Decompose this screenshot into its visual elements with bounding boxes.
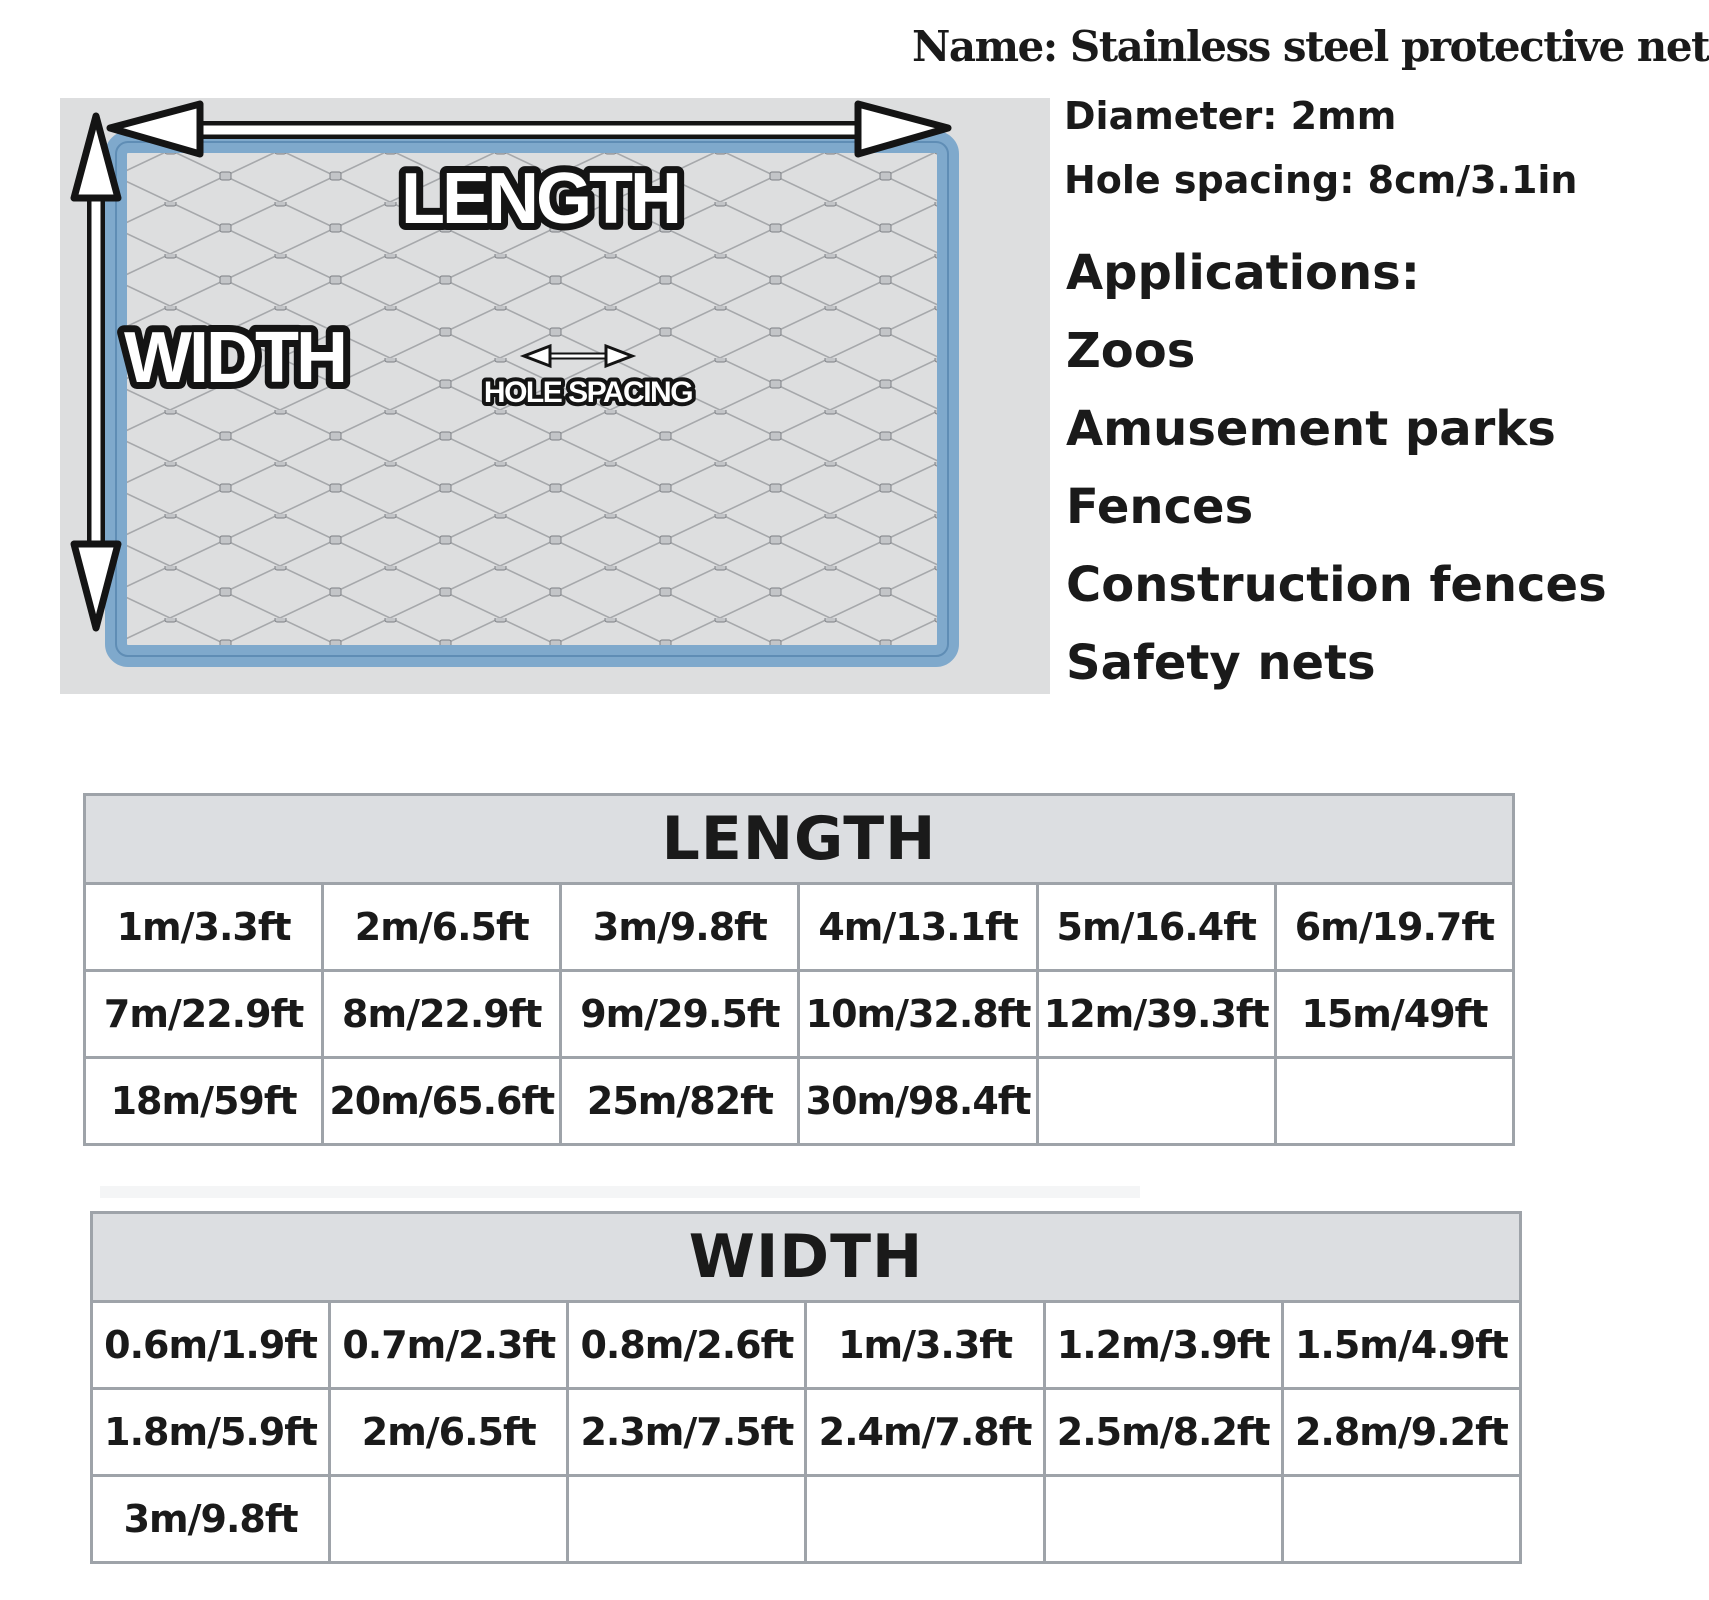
application-item: Safety nets bbox=[1066, 635, 1376, 691]
width-label: WIDTH bbox=[124, 318, 345, 398]
table-cell: 30m/98.4ft bbox=[799, 1058, 1037, 1145]
table-row bbox=[92, 1476, 1521, 1563]
hole-spacing-spec: Hole spacing: 8cm/3.1in bbox=[1064, 158, 1578, 202]
diameter-spec: Diameter: 2mm bbox=[1064, 94, 1397, 138]
table-cell bbox=[1037, 1058, 1275, 1145]
application-item: Zoos bbox=[1066, 323, 1196, 379]
table-cell: 1.5m/4.9ft bbox=[1282, 1302, 1520, 1389]
table-cell: 18m/59ft bbox=[85, 1058, 323, 1145]
table-cell: 1m/3.3ft bbox=[806, 1302, 1044, 1389]
table-row bbox=[92, 1302, 1521, 1389]
application-item: Fences bbox=[1066, 479, 1254, 535]
table-cell: 2m/6.5ft bbox=[323, 884, 561, 971]
table-cell: 3m/9.8ft bbox=[92, 1476, 330, 1563]
width-size-table bbox=[90, 1211, 1522, 1564]
table-cell bbox=[1282, 1476, 1520, 1563]
table-cell: 0.6m/1.9ft bbox=[92, 1302, 330, 1389]
table-cell bbox=[568, 1476, 806, 1563]
table-cell: 9m/29.5ft bbox=[561, 971, 799, 1058]
table-cell: 6m/19.7ft bbox=[1275, 884, 1513, 971]
table-cell: 2.5m/8.2ft bbox=[1044, 1389, 1282, 1476]
length-size-table bbox=[83, 793, 1515, 1146]
table-cell: 8m/22.9ft bbox=[323, 971, 561, 1058]
table-cell: 2.3m/7.5ft bbox=[568, 1389, 806, 1476]
divider bbox=[100, 1186, 1140, 1198]
width-table-header: WIDTH bbox=[92, 1213, 1521, 1302]
table-cell: 1m/3.3ft bbox=[85, 884, 323, 971]
application-item: Construction fences bbox=[1066, 557, 1607, 613]
table-cell: 4m/13.1ft bbox=[799, 884, 1037, 971]
table-cell: 1.2m/3.9ft bbox=[1044, 1302, 1282, 1389]
table-cell: 7m/22.9ft bbox=[85, 971, 323, 1058]
application-item: Amusement parks bbox=[1066, 401, 1556, 457]
table-cell: 5m/16.4ft bbox=[1037, 884, 1275, 971]
table-cell: 12m/39.3ft bbox=[1037, 971, 1275, 1058]
table-cell: 1.8m/5.9ft bbox=[92, 1389, 330, 1476]
table-cell: 2.4m/7.8ft bbox=[806, 1389, 1044, 1476]
applications-heading: Applications: bbox=[1066, 245, 1420, 301]
table-row bbox=[85, 1058, 1514, 1145]
length-label: LENGTH bbox=[401, 159, 679, 239]
product-name: Name: Stainless steel protective net bbox=[912, 22, 1709, 71]
table-cell: 0.8m/2.6ft bbox=[568, 1302, 806, 1389]
table-cell bbox=[806, 1476, 1044, 1563]
table-cell: 25m/82ft bbox=[561, 1058, 799, 1145]
table-row bbox=[92, 1389, 1521, 1476]
table-cell: 10m/32.8ft bbox=[799, 971, 1037, 1058]
table-cell bbox=[330, 1476, 568, 1563]
table-cell: 20m/65.6ft bbox=[323, 1058, 561, 1145]
length-table-header: LENGTH bbox=[85, 795, 1514, 884]
applications-list bbox=[1066, 234, 1607, 702]
table-cell bbox=[1275, 1058, 1513, 1145]
hole-spacing-label: HOLE SPACING bbox=[483, 376, 693, 409]
table-cell bbox=[1044, 1476, 1282, 1563]
table-cell: 3m/9.8ft bbox=[561, 884, 799, 971]
table-cell: 15m/49ft bbox=[1275, 971, 1513, 1058]
table-row bbox=[85, 884, 1514, 971]
table-row bbox=[85, 971, 1514, 1058]
table-cell: 2m/6.5ft bbox=[330, 1389, 568, 1476]
table-cell: 2.8m/9.2ft bbox=[1282, 1389, 1520, 1476]
table-cell: 0.7m/2.3ft bbox=[330, 1302, 568, 1389]
product-photo bbox=[60, 98, 1050, 694]
